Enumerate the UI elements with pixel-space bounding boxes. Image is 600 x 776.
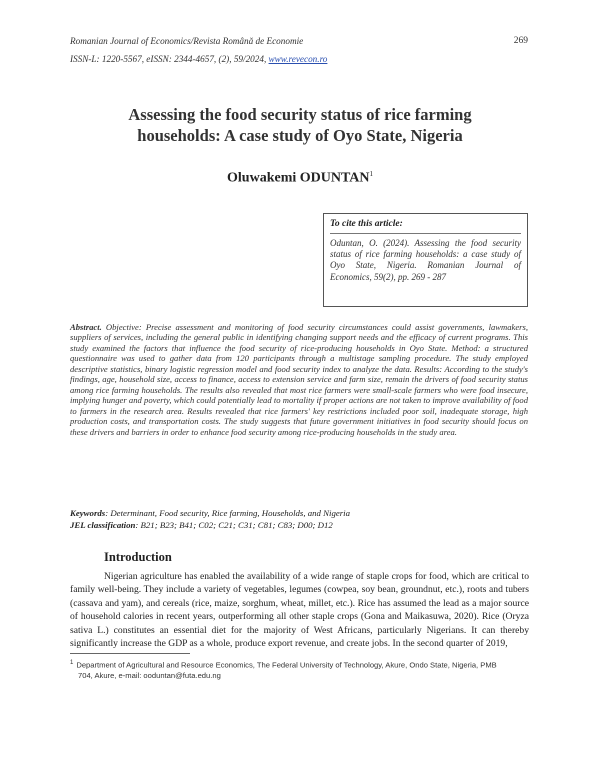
journal-website-link[interactable]: www.revecon.ro: [268, 54, 328, 64]
article-title-line-1: Assessing the food security status of rice farming: [128, 105, 472, 124]
citation-heading: To cite this article:: [330, 219, 403, 229]
abstract-text: Objective: Precise assessment and monitoring of food security circumstances could assist governments, lawmakers, suppliers of services, including the general public in identifying changing support needs and the efficacy of current programs. This study examined the factors that influence the food security of rice-producing households in Oyo State. Method: a structured questionnaire was used to gather data from 120 participants through a multistage sampling procedure. The study employed descriptive statistics, binary logistic regression model and food security index to analyze the data. Results: According to the study's findings, age, household size, access to finance, access to extension service and farm size, remain the drivers of food security status among rice farming households. The results also revealed that most rice farmers were small-scale farmers who were food insecure, implying hunger and poverty, which could potentially lead to mortality if proper actions are not taken to improve availability of food to farmers in the research area. Results revealed that rice farmers' key restrictions included poor soil, inadequate storage, high production costs, and transportation costs. The study suggests that future government initiatives in food security should focus on these drivers and barriers in order to enhance food security among rice-producing households in the study area.: [70, 322, 528, 437]
abstract: [70, 322, 528, 437]
page-number: 269: [513, 36, 528, 46]
article-title-line-2: households: A case study of Oyo State, Nigeria: [137, 126, 463, 145]
issn-text: ISSN-L: 1220-5567, eISSN: 2344-4657, (2), 59/2024,: [70, 54, 269, 64]
running-header-issn: [70, 54, 327, 64]
keywords: [70, 508, 528, 519]
footnote: [70, 658, 530, 681]
introduction-paragraph: Nigerian agriculture has enabled the availability of a wide range of staple crops for food, which are critical to family well-being. They include a variety of vegetables, legumes (cowpea, soy bean, groundnut, etc.), roots and tubers (cassava and yam), and cereals (rice, maize, sorghum, wheat, millet, etc.). Rice has assumed the lead as a major source of household calories in recent years, outperforming all other staple crops (Gona and Maikasuwa, 2020). Rice (Oryza sativa L.) constitutes an essential diet for the majority of West Africans, particularly Nigerians. It can thereby significantly increase the GDP as a whole, produce export revenue, and create jobs. In the second quarter of 2019,: [70, 571, 529, 650]
jel-classification: [70, 520, 528, 531]
footnote-text-1: Department of Agricultural and Resource Economics, The Federal University of Technology, Akure, Ondo State, Nigeria, PMB: [76, 660, 497, 670]
footnote-mark: 1: [70, 660, 74, 666]
article-title: [60, 104, 540, 146]
abstract-label: Abstract.: [70, 322, 102, 332]
footnote-line-1: [70, 658, 530, 671]
section-heading-introduction: Introduction: [104, 550, 172, 564]
footnote-line-2: 704, Akure, e-mail: ooduntan@futa.edu.ng: [78, 670, 221, 680]
author-name: Oluwakemi ODUNTAN: [227, 170, 370, 186]
author-footnote-mark: 1: [369, 170, 373, 178]
keywords-text: : Determinant, Food security, Rice farming, Households, and Nigeria: [105, 508, 351, 518]
author-line: [60, 170, 540, 187]
jel-label: JEL classification: [70, 520, 136, 530]
citation-box: [323, 213, 528, 307]
running-header-journal: Romanian Journal of Economics/Revista Română de Economie: [70, 36, 304, 46]
keywords-label: Keywords: [70, 508, 106, 518]
footnote-divider: [70, 653, 190, 654]
citation-divider: [330, 233, 521, 234]
jel-text: : B21; B23; B41; C02; C21; C31; C81; C83; D00; D12: [135, 520, 333, 530]
citation-text: Oduntan, O. (2024). Assessing the food security status of rice farming households: a case study of Oyo State, Nigeria. Romanian Journal of Economics, 59(2), pp. 269 - 287: [330, 238, 521, 282]
